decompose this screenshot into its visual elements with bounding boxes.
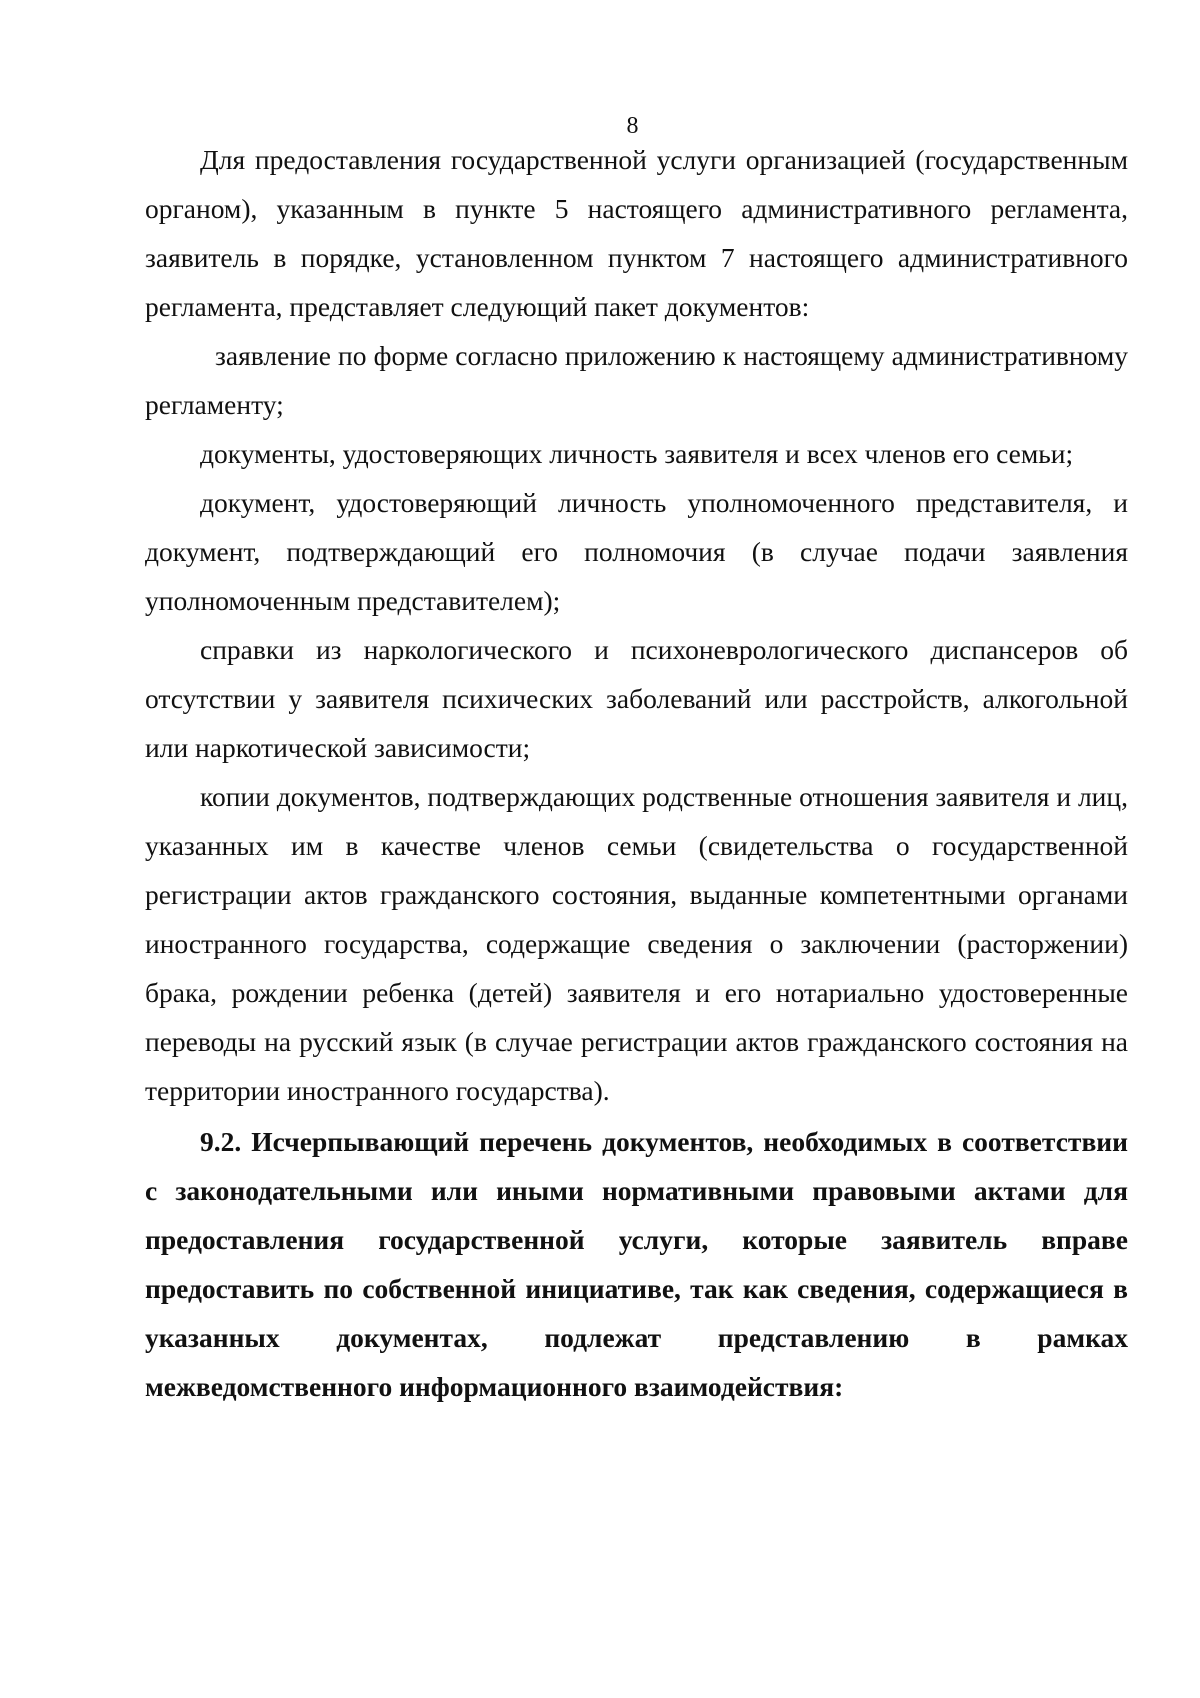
document-body xyxy=(145,135,1128,1411)
page-number: 8 xyxy=(626,113,639,139)
intro-paragraph: Для предоставления государственной услуги организацией (государственным органом), указанным в пункте 5 настоящего административного регламента, заявитель в порядке, установленном пунктом 7 настоящего административного регламента, представляет следующий пакет документов: xyxy=(145,144,1128,322)
list-item-identity-documents: документы, удостоверяющих личность заявителя и всех членов его семьи; xyxy=(200,438,1074,469)
list-item-medical-certificates: справки из наркологического и психоневрологического диспансеров об отсутствии у заявителя психических заболеваний или расстройств, алкогольной или наркотической зависимости; xyxy=(145,634,1128,763)
section-heading-9-2: 9.2. Исчерпывающий перечень документов, необходимых в соответствии с законодательными или иными нормативными правовыми актами для предоставления государственной услуги, которые заявитель вправе предоставить по собственной инициативе, так как сведения, содержащиеся в указанных документах, подлежат представлению в рамках межведомственного информационного взаимодействия: xyxy=(145,1126,1128,1402)
list-item-kinship-documents: копии документов, подтверждающих родственные отношения заявителя и лиц, указанных им в качестве членов семьи (свидетельства о государственной регистрации актов гражданского состояния, выданные компетентными органами иностранного государства, содержащие сведения о заключении (расторжении) брака, рождении ребенка (детей) заявителя и его нотариально удостоверенные переводы на русский язык (в случае регистрации актов гражданского состояния на территории иностранного государства). xyxy=(145,781,1128,1106)
list-item-application: заявление по форме согласно приложению к настоящему административному регламенту; xyxy=(145,340,1128,420)
list-item-representative-documents: документ, удостоверяющий личность уполномоченного представителя, и документ, подтверждающий его полномочия (в случае подачи заявления уполномоченным представителем); xyxy=(145,487,1128,616)
